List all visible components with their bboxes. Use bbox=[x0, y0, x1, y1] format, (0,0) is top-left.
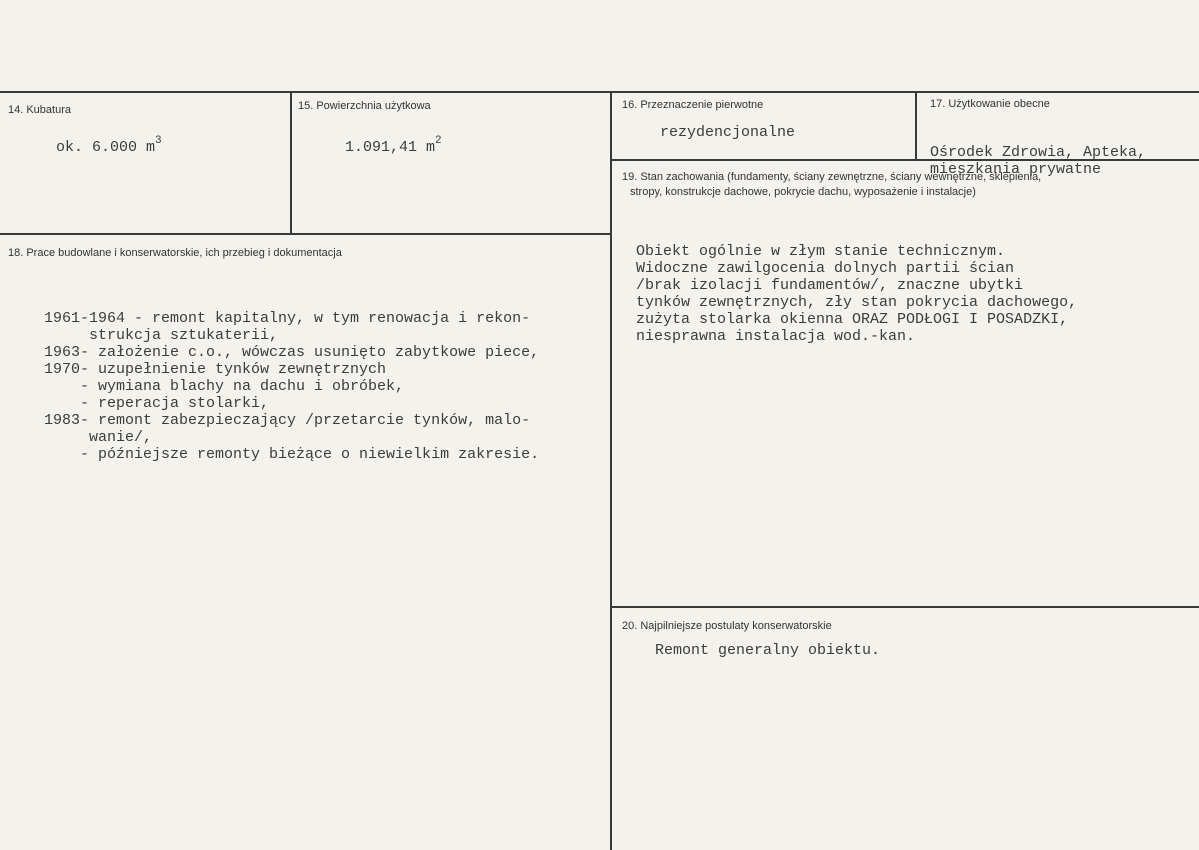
divider-16-17 bbox=[915, 91, 917, 161]
prace-line: 1983- remont zabezpieczający /przetarcie tynków, malo- bbox=[44, 412, 531, 429]
powierzchnia-value: 1.091,41 $m^2$ bbox=[345, 135, 442, 156]
prace-line: - wymiana blachy na dachu i obróbek, bbox=[44, 378, 405, 395]
prace-line: 1970- uzupełnienie tynków zewnętrznych bbox=[44, 361, 387, 378]
stan-line: /brak izolacji fundamentów/, znaczne ubytki bbox=[636, 277, 1024, 294]
stan-label bbox=[622, 170, 1041, 200]
stan-label-line: stropy, konstrukcje dachowe, pokrycie dachu, wyposażenie i instalacje) bbox=[630, 186, 976, 198]
divider-14-15 bbox=[290, 91, 292, 235]
powierzchnia-label: 15. Powierzchnia użytkowa bbox=[298, 100, 431, 112]
przeznaczenie-value: rezydencjonalne bbox=[660, 124, 796, 141]
prace-text bbox=[44, 276, 539, 497]
top-border-line bbox=[0, 91, 1199, 93]
lower-right-line bbox=[612, 606, 1199, 608]
stan-text bbox=[636, 209, 1077, 379]
prace-label: 18. Prace budowlane i konserwatorskie, ich przebieg i dokumentacja bbox=[8, 247, 342, 259]
prace-line: wanie/, bbox=[44, 429, 153, 446]
prace-line: 1963- założenie c.o., wówczas usunięto zabytkowe piece, bbox=[44, 344, 540, 361]
stan-line: tynków zewnętrznych, zły stan pokrycia dachowego, bbox=[636, 294, 1078, 311]
stan-line: niesprawna instalacja wod.-kan. bbox=[636, 328, 916, 345]
mid-left-line bbox=[0, 233, 612, 235]
postulaty-value: Remont generalny obiektu. bbox=[655, 642, 881, 659]
stan-line: Widoczne zawilgocenia dolnych partii ścian bbox=[636, 260, 1015, 277]
uzytkowanie-line: mieszkania prywatne bbox=[930, 161, 1102, 178]
uzytkowanie-line: Ośrodek Zdrowia, Apteka, bbox=[930, 144, 1147, 161]
stan-line: Obiekt ogólnie w złym stanie technicznym. bbox=[636, 243, 1006, 260]
prace-line: - reperacja stolarki, bbox=[44, 395, 270, 412]
stan-label-line: 19. Stan zachowania (fundamenty, ściany zewnętrzne, ściany wewnętrzne, sklepienia, bbox=[622, 171, 1042, 183]
uzytkowanie-label: 17. Użytkowanie obecne bbox=[930, 98, 1050, 110]
prace-line: - późniejsze remonty bieżące o niewielkim zakresie. bbox=[44, 446, 540, 463]
stan-line: zużyta stolarka okienna ORAZ PODŁOGI I POSADZKI, bbox=[636, 311, 1069, 328]
kubatura-label: 14. Kubatura bbox=[8, 104, 71, 116]
przeznaczenie-label: 16. Przeznaczenie pierwotne bbox=[622, 99, 764, 111]
postulaty-label: 20. Najpilniejsze postulaty konserwatorskie bbox=[622, 620, 832, 632]
prace-line: strukcja sztukaterii, bbox=[44, 327, 279, 344]
divider-left-right bbox=[610, 91, 612, 850]
prace-line: 1961-1964 - remont kapitalny, w tym renowacja i rekon- bbox=[44, 310, 531, 327]
kubatura-value: ok. 6.000 $m^3$ bbox=[56, 135, 162, 156]
